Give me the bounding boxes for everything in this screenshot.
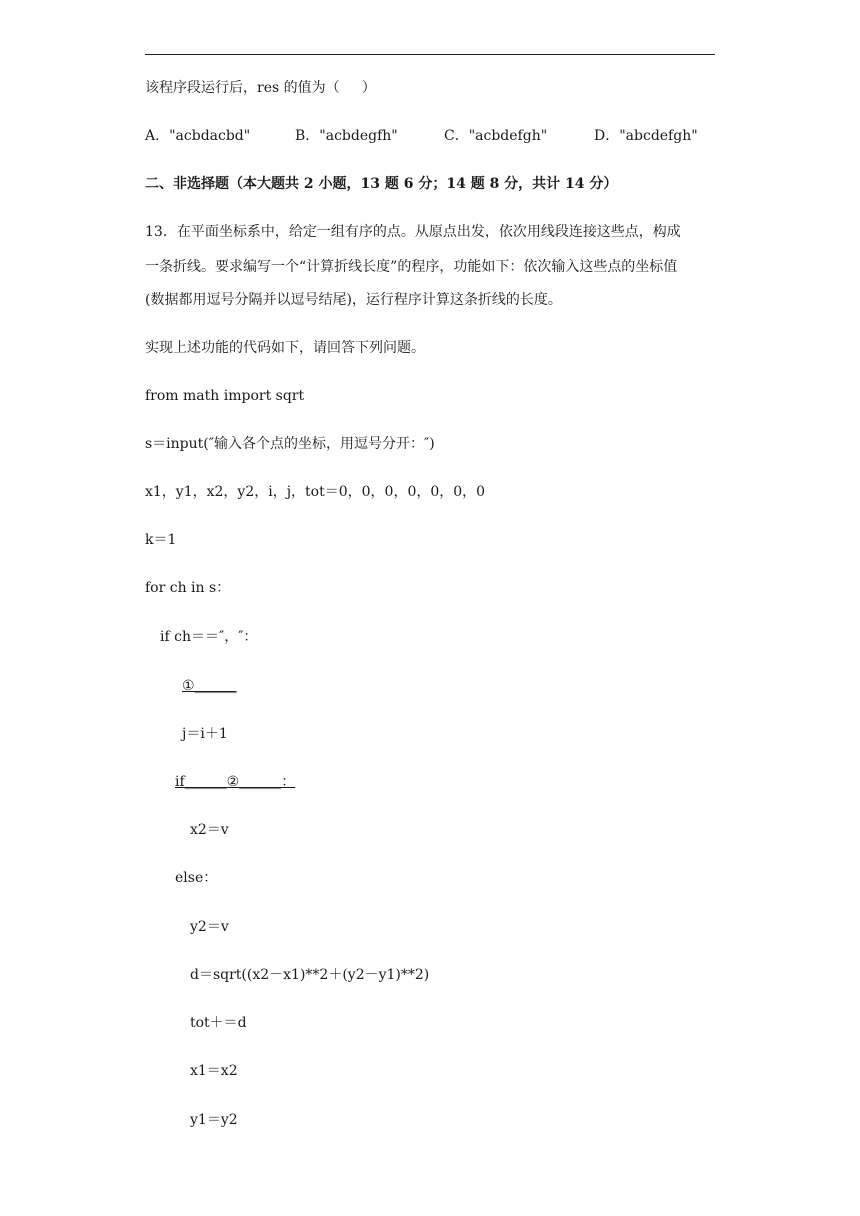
code-blank-1: ①______ (182, 678, 237, 694)
code-line-11: else： (175, 870, 218, 886)
code-line-3: x1，y1，x2，y2，i，j，tot＝0，0，0，0，0，0，0 (145, 484, 486, 500)
code-line-8: j＝i＋1 (182, 726, 228, 742)
q13-intro: 实现上述功能的代码如下，请回答下列问题。 (145, 340, 425, 356)
option-a: A．"acbdacbd" (145, 128, 251, 144)
q13-paragraph-1: 13．在平面坐标系中，给定一组有序的点。从原点出发，依次用线段连接这些点，构成 (145, 224, 681, 240)
code-line-12: y2＝v (190, 919, 229, 935)
question-12-stem: 该程序段运行后，res 的值为（ ） (145, 80, 376, 96)
code-line-13: d＝sqrt((x2－x1)**2＋(y2－y1)**2) (190, 967, 430, 983)
section-heading: 二、非选择题（本大题共 2 小题，13 题 6 分；14 题 8 分，共计 14 分） (145, 176, 618, 192)
q13-paragraph-2: 一条折线。要求编写一个“计算折线长度”的程序，功能如下：依次输入这些点的坐标值 (145, 259, 678, 275)
code-line-16: y1＝y2 (190, 1112, 238, 1128)
header-rule (145, 54, 715, 55)
code-line-5: for ch in s： (145, 580, 231, 596)
code-blank-2: if______②______： (175, 774, 296, 790)
option-c: C．"acbdefgh" (444, 128, 548, 144)
code-line-10: x2＝v (190, 822, 229, 838)
q13-paragraph-3: (数据都用逗号分隔并以逗号结尾)，运行程序计算这条折线的长度。 (145, 292, 562, 308)
code-line-6: if ch＝＝″，″： (160, 629, 258, 645)
code-line-2: s＝input(″输入各个点的坐标，用逗号分开：″) (145, 436, 435, 452)
code-line-15: x1＝x2 (190, 1063, 238, 1079)
option-d: D．"abcdefgh" (594, 128, 698, 144)
code-line-4: k＝1 (145, 532, 177, 548)
code-line-14: tot＋＝d (190, 1015, 247, 1031)
code-line-1: from math import sqrt (145, 388, 305, 404)
option-b: B．"acbdegfh" (295, 128, 398, 144)
